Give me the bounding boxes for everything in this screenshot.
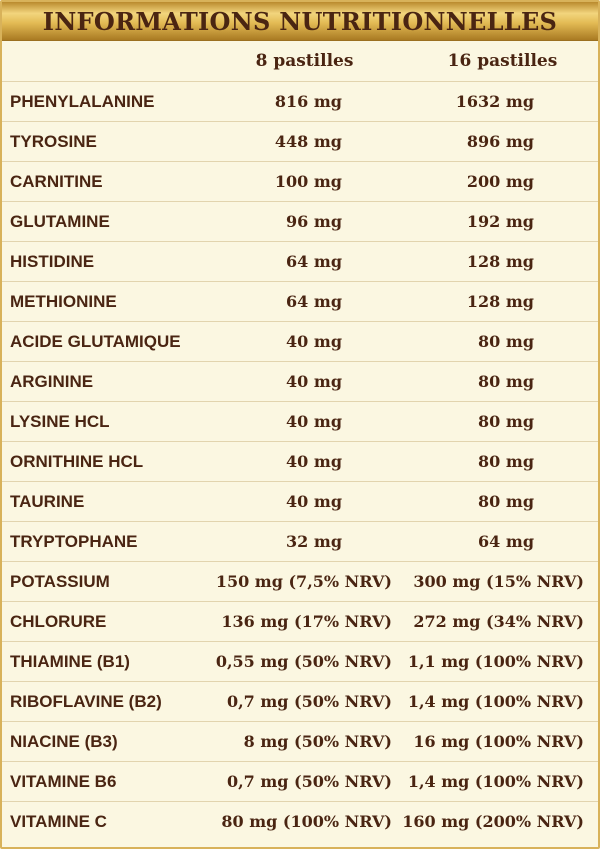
dose-16-pastilles-value: 272 mg (34% NRV): [413, 612, 584, 631]
nutrient-rows: [2, 82, 598, 841]
dose-16-pastilles-value: 128 mg: [466, 292, 534, 311]
nutrient-name: TAURINE: [10, 491, 85, 511]
table-row: [2, 162, 598, 202]
table-row: [2, 682, 598, 722]
dose-8-pastilles-value: 40 mg: [286, 372, 342, 391]
nutrient-name: CARNITINE: [10, 171, 103, 191]
nutrient-name: VITAMINE C: [10, 811, 107, 831]
dose-8-pastilles-value: 32 mg: [286, 532, 342, 551]
dose-16-pastilles-value: 200 mg: [466, 172, 534, 191]
column-header-8-pastilles: 8 pastilles: [255, 51, 354, 71]
nutrient-name: ARGININE: [10, 371, 94, 391]
dose-16-pastilles-value: 128 mg: [466, 252, 534, 271]
dose-16-pastilles-value: 16 mg (100% NRV): [413, 732, 584, 751]
dose-16-pastilles-value: 1,4 mg (100% NRV): [407, 692, 584, 711]
table-row: [2, 562, 598, 602]
dose-16-pastilles-value: 160 mg (200% NRV): [402, 812, 584, 831]
dose-16-pastilles-value: 1632 mg: [455, 92, 534, 111]
nutrient-name: TRYPTOPHANE: [10, 531, 138, 551]
column-headers: [2, 41, 598, 82]
nutrient-name: TYROSINE: [10, 131, 97, 151]
table-row: [2, 322, 598, 362]
nutrient-name: LYSINE HCL: [10, 411, 110, 431]
dose-16-pastilles-value: 1,1 mg (100% NRV): [407, 652, 584, 671]
table-row: [2, 762, 598, 802]
nutrient-name: POTASSIUM: [10, 571, 110, 591]
dose-8-pastilles-value: 0,7 mg (50% NRV): [226, 692, 392, 711]
table-row: [2, 242, 598, 282]
table-row: [2, 642, 598, 682]
table-row: [2, 122, 598, 162]
dose-16-pastilles-value: 300 mg (15% NRV): [413, 572, 584, 591]
nutrient-name: VITAMINE B6: [10, 771, 117, 791]
dose-8-pastilles-value: 64 mg: [286, 252, 342, 271]
nutrient-name: RIBOFLAVINE (B2): [10, 691, 162, 711]
table-row: [2, 442, 598, 482]
dose-16-pastilles-value: 80 mg: [478, 492, 534, 511]
table-row: [2, 482, 598, 522]
dose-8-pastilles-value: 40 mg: [286, 452, 342, 471]
dose-8-pastilles-value: 96 mg: [286, 212, 342, 231]
dose-16-pastilles-value: 80 mg: [478, 372, 534, 391]
dose-16-pastilles-value: 80 mg: [478, 412, 534, 431]
table-row: [2, 522, 598, 562]
nutrient-name: HISTIDINE: [10, 251, 95, 271]
dose-8-pastilles-value: 816 mg: [274, 92, 342, 111]
table-row: [2, 722, 598, 762]
table-row: [2, 362, 598, 402]
dose-8-pastilles-value: 40 mg: [286, 412, 342, 431]
dose-8-pastilles-value: 448 mg: [274, 132, 342, 151]
table-row: [2, 402, 598, 442]
table-row: [2, 282, 598, 322]
dose-8-pastilles-value: 40 mg: [286, 332, 342, 351]
dose-16-pastilles-value: 192 mg: [466, 212, 534, 231]
nutrient-name: GLUTAMINE: [10, 211, 110, 231]
dose-16-pastilles-value: 80 mg: [478, 452, 534, 471]
nutrient-name: CHLORURE: [10, 611, 107, 631]
dose-8-pastilles-value: 136 mg (17% NRV): [221, 612, 392, 631]
table-row: [2, 202, 598, 242]
dose-16-pastilles-value: 896 mg: [466, 132, 534, 151]
dose-16-pastilles-value: 80 mg: [478, 332, 534, 351]
dose-8-pastilles-value: 100 mg: [274, 172, 342, 191]
dose-16-pastilles-value: 64 mg: [478, 532, 534, 551]
dose-8-pastilles-value: 40 mg: [286, 492, 342, 511]
table-header: [2, 2, 598, 41]
nutrient-name: METHIONINE: [10, 291, 117, 311]
table-title: INFORMATIONS NUTRITIONNELLES: [42, 6, 558, 36]
nutrient-name: ACIDE GLUTAMIQUE: [10, 331, 181, 351]
dose-8-pastilles-value: 80 mg (100% NRV): [221, 812, 392, 831]
dose-8-pastilles-value: 0,55 mg (50% NRV): [215, 652, 392, 671]
table-row: [2, 802, 598, 841]
dose-16-pastilles-value: 1,4 mg (100% NRV): [407, 772, 584, 791]
nutrient-name: THIAMINE (B1): [10, 651, 130, 671]
nutrient-name: ORNITHINE HCL: [10, 451, 144, 471]
nutrient-name: NIACINE (B3): [10, 731, 118, 751]
dose-8-pastilles-value: 8 mg (50% NRV): [243, 732, 392, 751]
dose-8-pastilles-value: 150 mg (7,5% NRV): [215, 572, 392, 591]
table-row: [2, 82, 598, 122]
table-row: [2, 602, 598, 642]
column-header-16-pastilles: 16 pastilles: [447, 51, 558, 71]
dose-8-pastilles-value: 0,7 mg (50% NRV): [226, 772, 392, 791]
nutrient-name: PHENYLALANINE: [10, 91, 155, 111]
dose-8-pastilles-value: 64 mg: [286, 292, 342, 311]
